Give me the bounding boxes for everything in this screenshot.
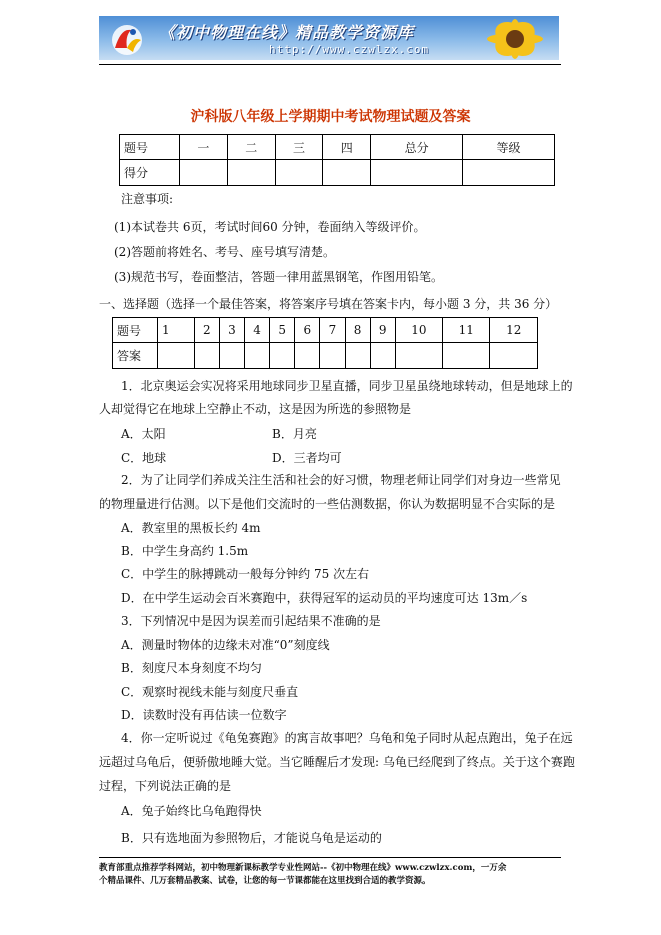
answer-cell: 答案 xyxy=(113,343,158,369)
score-cell: 二 xyxy=(227,135,275,160)
answer-input-cell[interactable] xyxy=(219,343,244,369)
score-table-score-row xyxy=(120,160,555,186)
answer-table-header-row xyxy=(113,318,538,343)
banner-url[interactable]: http://www.czwlzx.com xyxy=(269,43,430,56)
score-cell: 三 xyxy=(275,135,323,160)
footer-rule xyxy=(99,857,561,858)
answer-cell: 12 xyxy=(490,318,538,343)
answer-table xyxy=(112,317,538,369)
question-3-option-c: C．观察时视线未能与刻度尺垂直 xyxy=(121,685,299,699)
notes-heading: 注意事项: xyxy=(121,192,174,206)
score-input-cell[interactable] xyxy=(323,160,371,186)
question-3-option-a: A．测量时物体的边缘未对准“0”刻度线 xyxy=(121,638,330,652)
answer-input-cell[interactable] xyxy=(158,343,195,369)
answer-cell: 3 xyxy=(219,318,244,343)
answer-cell: 5 xyxy=(270,318,295,343)
note-item: (1)本试卷共 6页，考试时间60 分钟，卷面纳入等级评价。 xyxy=(114,220,426,234)
answer-input-cell[interactable] xyxy=(490,343,538,369)
answer-cell: 6 xyxy=(295,318,320,343)
question-1-option-b: B．月亮 xyxy=(272,427,317,441)
question-2-option-a: A．教室里的黑板长约 4m xyxy=(121,521,261,535)
site-logo-icon xyxy=(107,22,147,56)
answer-input-cell[interactable] xyxy=(395,343,442,369)
footer-line-1: 教育部重点推荐学科网站，初中物理新课标教学专业性网站--《初中物理在线》www.czwlzx.com，一万余 xyxy=(99,863,507,873)
answer-input-cell[interactable] xyxy=(443,343,490,369)
document-title: 沪科版八年级上学期期中考试物理试题及答案 xyxy=(190,109,471,125)
answer-input-cell[interactable] xyxy=(194,343,219,369)
question-4-option-b: B．只有选地面为参照物后，才能说乌龟是运动的 xyxy=(121,831,382,845)
header-rule xyxy=(99,64,561,65)
question-1-option-c: C．地球 xyxy=(121,451,167,465)
page-footer xyxy=(99,862,561,888)
score-table xyxy=(119,134,555,186)
score-cell: 等级 xyxy=(463,135,555,160)
answer-cell: 10 xyxy=(395,318,442,343)
answer-input-cell[interactable] xyxy=(370,343,395,369)
note-item: (2)答题前将姓名、考号、座号填写清楚。 xyxy=(114,245,335,259)
score-input-cell[interactable] xyxy=(463,160,555,186)
question-4-stem: 4．你一定听说过《龟兔赛跑》的寓言故事吧？乌龟和兔子同时从起点跑出，兔子在远 xyxy=(121,731,573,745)
answer-input-cell[interactable] xyxy=(345,343,370,369)
score-cell: 得分 xyxy=(120,160,180,186)
answer-input-cell[interactable] xyxy=(295,343,320,369)
question-1-stem: 1．北京奥运会实况将采用地球同步卫星直播，同步卫星虽绕地球转动，但是地球上的 xyxy=(121,379,573,393)
question-4-stem: 远超过乌龟后，便骄傲地睡大觉。当它睡醒后才发现: 乌龟已经爬到了终点。关于这个赛跑 xyxy=(99,755,575,769)
note-item: (3)规范书写，卷面整洁，答题一律用蓝黑钢笔，作图用铅笔。 xyxy=(114,270,444,284)
answer-cell: 8 xyxy=(345,318,370,343)
answer-cell: 11 xyxy=(443,318,490,343)
score-cell: 一 xyxy=(180,135,228,160)
score-cell: 四 xyxy=(323,135,371,160)
score-table-header-row xyxy=(120,135,555,160)
footer-line-2: 个精品课件、几万套精品教案、试卷，让您的每一节课都能在这里找到合适的教学资源。 xyxy=(99,876,431,886)
question-2-stem: 的物理量进行估测。以下是他们交流时的一些估测数据，你认为数据明显不合实际的是 xyxy=(99,497,556,511)
question-4-option-a: A．兔子始终比乌龟跑得快 xyxy=(121,804,262,818)
answer-cell: 4 xyxy=(245,318,270,343)
question-1-stem: 人却觉得它在地球上空静止不动，这是因为所选的参照物是 xyxy=(99,402,412,416)
answer-cell: 1 xyxy=(158,318,195,343)
answer-table-answer-row xyxy=(113,343,538,369)
question-2-option-d: D．在中学生运动会百米赛跑中，获得冠军的运动员的平均速度可达 13m／s xyxy=(121,591,528,605)
score-cell: 总分 xyxy=(371,135,463,160)
answer-input-cell[interactable] xyxy=(270,343,295,369)
answer-input-cell[interactable] xyxy=(245,343,270,369)
score-input-cell[interactable] xyxy=(180,160,228,186)
question-1-option-d: D．三者均可 xyxy=(272,451,342,465)
sunflower-icon xyxy=(475,18,555,60)
question-1-option-a: A．太阳 xyxy=(121,427,166,441)
question-4-stem: 过程，下列说法正确的是 xyxy=(99,779,232,793)
question-3-option-d: D．读数时没有再估读一位数字 xyxy=(121,708,287,722)
score-cell: 题号 xyxy=(120,135,180,160)
question-3-option-b: B．刻度尺本身刻度不均匀 xyxy=(121,661,262,675)
question-2-option-b: B．中学生身高约 1.5m xyxy=(121,544,249,558)
question-2-stem: 2．为了让同学们养成关注生活和社会的好习惯，物理老师让同学们对身边一些常见 xyxy=(121,473,561,487)
score-input-cell[interactable] xyxy=(275,160,323,186)
score-input-cell[interactable] xyxy=(371,160,463,186)
question-2-option-c: C．中学生的脉搏跳动一般每分钟约 75 次左右 xyxy=(121,567,370,581)
question-3-stem: 3．下列情况中是因为误差而引起结果不准确的是 xyxy=(121,614,381,628)
section-heading: 一、选择题（选择一个最佳答案，将答案序号填在答案卡内，每小题 3 分，共 36 分） xyxy=(99,297,558,311)
answer-cell: 9 xyxy=(370,318,395,343)
header-banner xyxy=(99,16,559,60)
answer-cell: 7 xyxy=(320,318,345,343)
banner-title: 《初中物理在线》精品教学资源库 xyxy=(159,23,415,42)
score-input-cell[interactable] xyxy=(227,160,275,186)
answer-input-cell[interactable] xyxy=(320,343,345,369)
answer-cell: 题号 xyxy=(113,318,158,343)
answer-cell: 2 xyxy=(194,318,219,343)
